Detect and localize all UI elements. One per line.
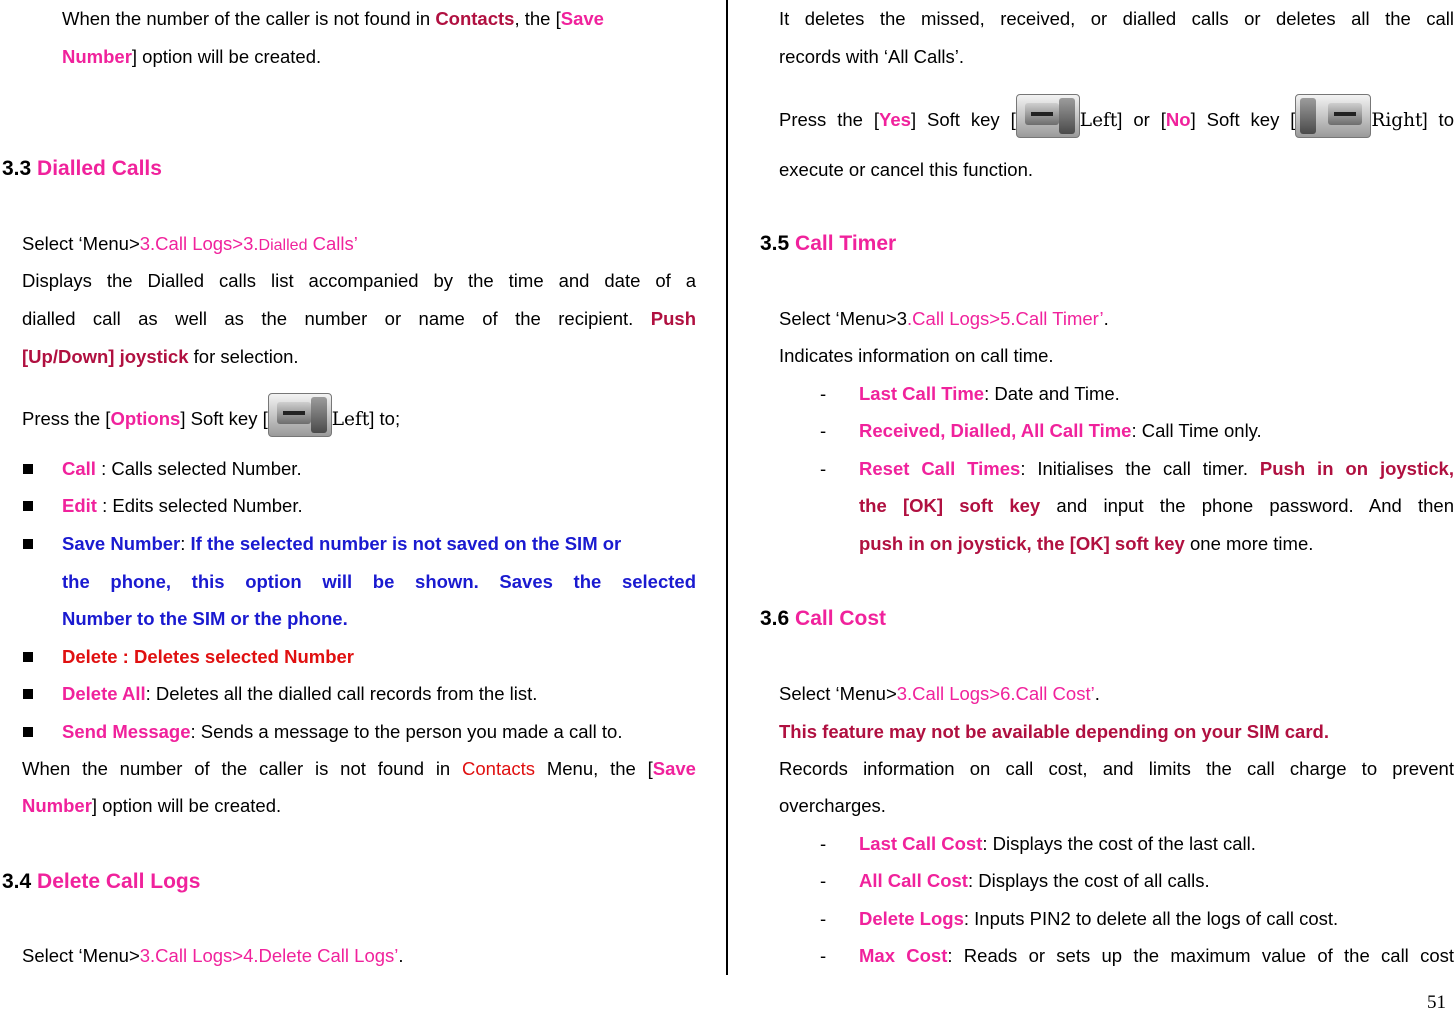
text: Menu, the [: [535, 758, 653, 779]
s36-desc-2: overcharges.: [779, 795, 886, 816]
contacts-term: Contacts: [435, 8, 515, 29]
note-line-1: [22, 750, 696, 787]
menu-path: Dialled: [258, 237, 308, 254]
yes-term: Yes: [879, 109, 911, 130]
text: ] Soft key [: [180, 408, 268, 429]
left-soft-key-icon: [1016, 94, 1080, 138]
text: for selection.: [188, 346, 299, 367]
option-desc: If the selected number is not saved on the SIM or: [190, 533, 622, 554]
s35-select-path: [779, 300, 1109, 337]
save-term: Save: [560, 8, 604, 29]
text: Press the [: [22, 408, 111, 429]
text: Select ‘Menu>: [779, 683, 897, 704]
option-label: Delete All: [62, 683, 146, 704]
note-line-2: [22, 787, 281, 824]
item-desc: : Initialises the call timer.: [1020, 458, 1260, 479]
s36-desc-1: Records information on call cost, and limits the call charge to prevent: [779, 758, 1454, 779]
dash-marker: -: [820, 458, 827, 479]
option-label: Call: [62, 458, 96, 479]
text: .: [1103, 308, 1109, 329]
push-term: Push: [650, 308, 696, 329]
s33-desc-2: [22, 300, 696, 337]
item-label: Max Cost: [859, 945, 948, 966]
cost-item-last-call-cost: [859, 825, 1256, 862]
option-send-message: [62, 713, 622, 750]
ok-key-term: push in on joystick, the [OK] soft key: [859, 533, 1185, 554]
item-desc: : Date and Time.: [984, 383, 1120, 404]
intro-line-2: [62, 38, 321, 75]
delete-desc-1: It deletes the missed, received, or dialled calls or deletes all the call: [779, 8, 1454, 29]
column-divider: [726, 0, 728, 975]
menu-path: .Call Logs>5.Call Timer’: [907, 308, 1104, 329]
left-soft-key-icon: [268, 393, 332, 437]
joystick-term: [Up/Down] joystick: [22, 346, 189, 367]
bullet-square-icon: [23, 539, 33, 549]
option-save-desc-2: the phone, this option will be shown. Saves the selected: [62, 571, 696, 592]
section-title: Call Cost: [795, 607, 887, 630]
text: ] Soft key [: [1190, 109, 1296, 130]
section-number: 3.3: [2, 157, 38, 180]
section-heading-3-4: [2, 870, 200, 894]
dash-marker: -: [820, 383, 827, 404]
item-desc: : Displays the cost of the last call.: [982, 833, 1256, 854]
s33-select-path: [22, 225, 358, 264]
section-title: Delete Call Logs: [37, 870, 201, 893]
timer-item-last-call-time: [859, 375, 1120, 412]
timer-item-received: [859, 412, 1262, 449]
item-desc: : Call Time only.: [1131, 420, 1262, 441]
menu-path: 3.Call Logs>6.Call Cost’: [896, 683, 1095, 704]
no-term: No: [1165, 109, 1191, 130]
timer-item-reset-line-2: [859, 487, 1454, 524]
cost-item-max-cost: [859, 937, 1454, 974]
bullet-square-icon: [23, 464, 33, 474]
section-heading-3-3: [2, 157, 162, 181]
dash-marker: -: [820, 420, 827, 441]
text: ] to;: [369, 408, 401, 429]
bullet-square-icon: [23, 501, 33, 511]
bullet-square-icon: [23, 727, 33, 737]
section-number: 3.4: [2, 870, 38, 893]
text: ] or [: [1117, 109, 1166, 130]
option-save-number: [62, 525, 621, 562]
item-label: Reset Call Times: [859, 458, 1021, 479]
sim-warning: This feature may not be available depending on your SIM card.: [779, 721, 1329, 742]
options-term: Options: [110, 408, 181, 429]
option-delete: Delete : Deletes selected Number: [62, 646, 355, 667]
option-desc: : Deletes all the dialled call records from the list.: [145, 683, 538, 704]
item-desc: : Reads or sets up the maximum value of the call cost: [947, 945, 1454, 966]
text: ] option will be created.: [131, 46, 322, 67]
item-label: Delete Logs: [859, 908, 964, 929]
s33-desc-1: Displays the Dialled calls list accompanied by the time and date of a: [22, 270, 696, 291]
section-number: 3.5: [760, 232, 796, 255]
text: Press the [: [779, 109, 880, 130]
item-label: All Call Cost: [859, 870, 968, 891]
execute-line: execute or cancel this function.: [779, 159, 1034, 180]
left-label: Left: [1079, 110, 1118, 131]
section-heading-3-6: [760, 607, 886, 631]
bullet-square-icon: [23, 652, 33, 662]
number-term: Number: [22, 795, 92, 816]
option-label: Send Message: [62, 721, 191, 742]
menu-path: 3.Call Logs>4.Delete Call Logs’: [139, 945, 399, 966]
item-label: Received, Dialled, All Call Time: [859, 420, 1132, 441]
option-label: Save Number: [62, 533, 181, 554]
text: .: [398, 945, 404, 966]
s33-press-line: [22, 392, 400, 447]
s33-desc-3: [22, 338, 299, 375]
dash-marker: -: [820, 870, 827, 891]
right-soft-key-icon: [1295, 94, 1371, 138]
item-desc: : Inputs PIN2 to delete all the logs of call cost.: [963, 908, 1339, 929]
item-label: Last Call Time: [859, 383, 985, 404]
delete-desc-2: records with ‘All Calls’.: [779, 46, 965, 67]
text: ] to: [1422, 109, 1454, 130]
dash-marker: -: [820, 908, 827, 929]
page-number: 51: [1427, 992, 1446, 1013]
text: ] option will be created.: [91, 795, 282, 816]
menu-path: Calls’: [307, 233, 358, 254]
intro-line-1: [62, 0, 604, 37]
text: When the number of the caller is not found in: [62, 8, 436, 29]
option-call: [62, 450, 302, 487]
cost-item-delete-logs: [859, 900, 1338, 937]
dash-marker: -: [820, 833, 827, 854]
press-yes-no-line: [779, 92, 1454, 149]
option-desc: : Edits selected Number.: [96, 495, 303, 516]
s35-desc: Indicates information on call time.: [779, 345, 1054, 366]
text: and input the phone password. And then: [1040, 495, 1454, 516]
item-label: Last Call Cost: [859, 833, 983, 854]
option-label: Edit: [62, 495, 97, 516]
section-title: Dialled Calls: [37, 157, 162, 180]
bullet-square-icon: [23, 689, 33, 699]
text: , the [: [514, 8, 561, 29]
text: .: [1094, 683, 1100, 704]
timer-item-reset: [859, 450, 1454, 487]
text: ] Soft key [: [910, 109, 1016, 130]
right-label: Right: [1371, 110, 1423, 131]
section-heading-3-5: [760, 232, 896, 256]
section-title: Call Timer: [795, 232, 897, 255]
option-edit: [62, 487, 303, 524]
section-number: 3.6: [760, 607, 796, 630]
menu-path: 3.Call Logs>3.: [139, 233, 259, 254]
timer-item-reset-line-3: [859, 525, 1313, 562]
text: Select ‘Menu>: [22, 945, 140, 966]
left-label: Left: [331, 409, 370, 430]
dash-marker: -: [820, 945, 827, 966]
s34-select-path: [22, 937, 404, 974]
push-term: Push in on joystick,: [1259, 458, 1454, 479]
ok-key-term: the [OK] soft key: [859, 495, 1041, 516]
cost-item-all-call-cost: [859, 862, 1210, 899]
number-term: Number: [62, 46, 132, 67]
text: dialled call as well as the number or name of the recipient.: [22, 308, 651, 329]
save-term: Save: [652, 758, 696, 779]
item-desc: : Displays the cost of all calls.: [967, 870, 1210, 891]
text: When the number of the caller is not found in: [22, 758, 463, 779]
text: one more time.: [1184, 533, 1314, 554]
text: Select ‘Menu>3: [779, 308, 908, 329]
contacts-term: Contacts: [462, 758, 536, 779]
option-desc: : Sends a message to the person you made a call to.: [190, 721, 623, 742]
text: Select ‘Menu>: [22, 233, 140, 254]
s36-select-path: [779, 675, 1100, 712]
text: :: [180, 533, 191, 554]
option-desc: : Calls selected Number.: [95, 458, 302, 479]
option-save-desc-3: Number to the SIM or the phone.: [62, 608, 348, 629]
option-delete-all: [62, 675, 537, 712]
